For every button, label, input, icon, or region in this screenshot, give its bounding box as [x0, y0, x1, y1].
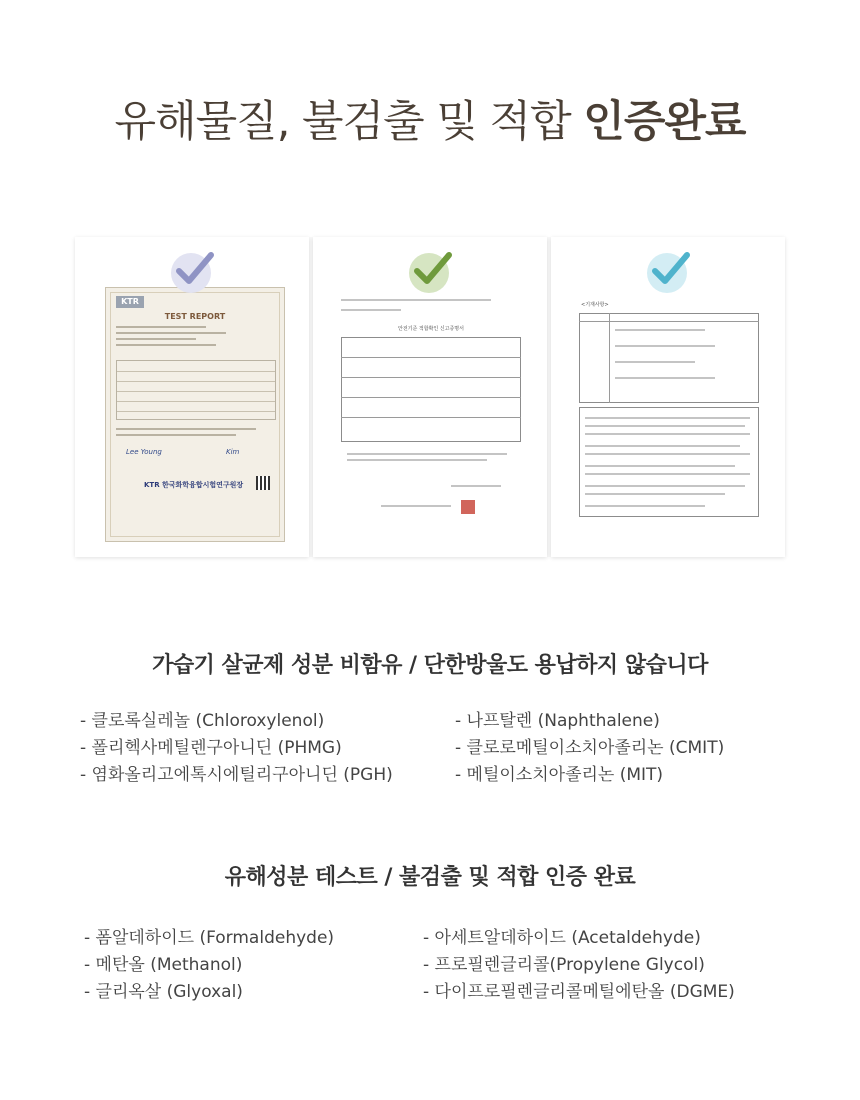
list-item: - 나프탈렌 (Naphthalene): [455, 711, 660, 731]
safety-certificate-document: [341, 295, 521, 525]
list-item: - 다이프로필렌글리콜메틸에탄올 (DGME): [423, 982, 735, 1002]
list-item: - 폼알데하이드 (Formaldehyde): [84, 928, 335, 948]
harmful-list-left: [84, 925, 334, 1006]
list-item: - 메탄올 (Methanol): [84, 955, 243, 975]
list-item: - 염화올리고에톡시에틸리구아니딘 (PGH): [80, 765, 393, 785]
test-report-document: KTR TEST REPORT Lee Young Kim KTR 한국화학융합시험연구원장: [105, 287, 285, 542]
official-seal-icon: [461, 500, 475, 514]
safety-certificate-title: 안전기준 적합확인 신고증명서: [398, 326, 464, 332]
list-item: - 아세트알데하이드 (Acetaldehyde): [423, 928, 701, 948]
headline-normal: 유해물질, 불검출 및 적합: [114, 97, 584, 147]
ktr-logo: KTR: [116, 296, 144, 308]
ktr-organization: KTR 한국화학융합시험연구원장: [144, 481, 244, 489]
notes-title: <기재사항>: [581, 302, 609, 308]
certificate-gallery: [75, 237, 785, 557]
certificate-card-safety-confirmation: [313, 237, 547, 557]
notes-document: [579, 295, 759, 525]
list-item: - 클로로메틸이소치아졸리논 (CMIT): [455, 738, 725, 758]
qr-code-icon: [256, 476, 270, 490]
section-title-humidifier: 가습기 살균제 성분 비함유 / 단한방울도 용납하지 않습니다: [152, 653, 708, 678]
list-item: - 글리옥살 (Glyoxal): [84, 982, 243, 1002]
list-item: - 폴리헥사메틸렌구아니딘 (PHMG): [80, 738, 342, 758]
ingredient-list-left: [80, 708, 393, 789]
certificate-card-test-report: [75, 237, 309, 557]
harmful-list-right: [423, 925, 735, 1006]
page-headline: [0, 92, 860, 152]
list-item: - 메틸이소치아졸리논 (MIT): [455, 765, 664, 785]
test-report-title: TEST REPORT: [164, 312, 226, 321]
list-item: - 프로필렌글리콜(Propylene Glycol): [423, 955, 705, 975]
headline-strong: 인증완료: [583, 97, 746, 147]
check-badge-icon: [643, 243, 695, 295]
list-item: - 클로록실레놀 (Chloroxylenol): [80, 711, 325, 731]
check-badge-icon: [167, 243, 219, 295]
check-badge-icon: [405, 243, 457, 295]
section-title-harmful-test: 유해성분 테스트 / 불검출 및 적합 인증 완료: [224, 865, 636, 890]
certificate-card-notes: [551, 237, 785, 557]
ingredient-list-right: [455, 708, 724, 789]
